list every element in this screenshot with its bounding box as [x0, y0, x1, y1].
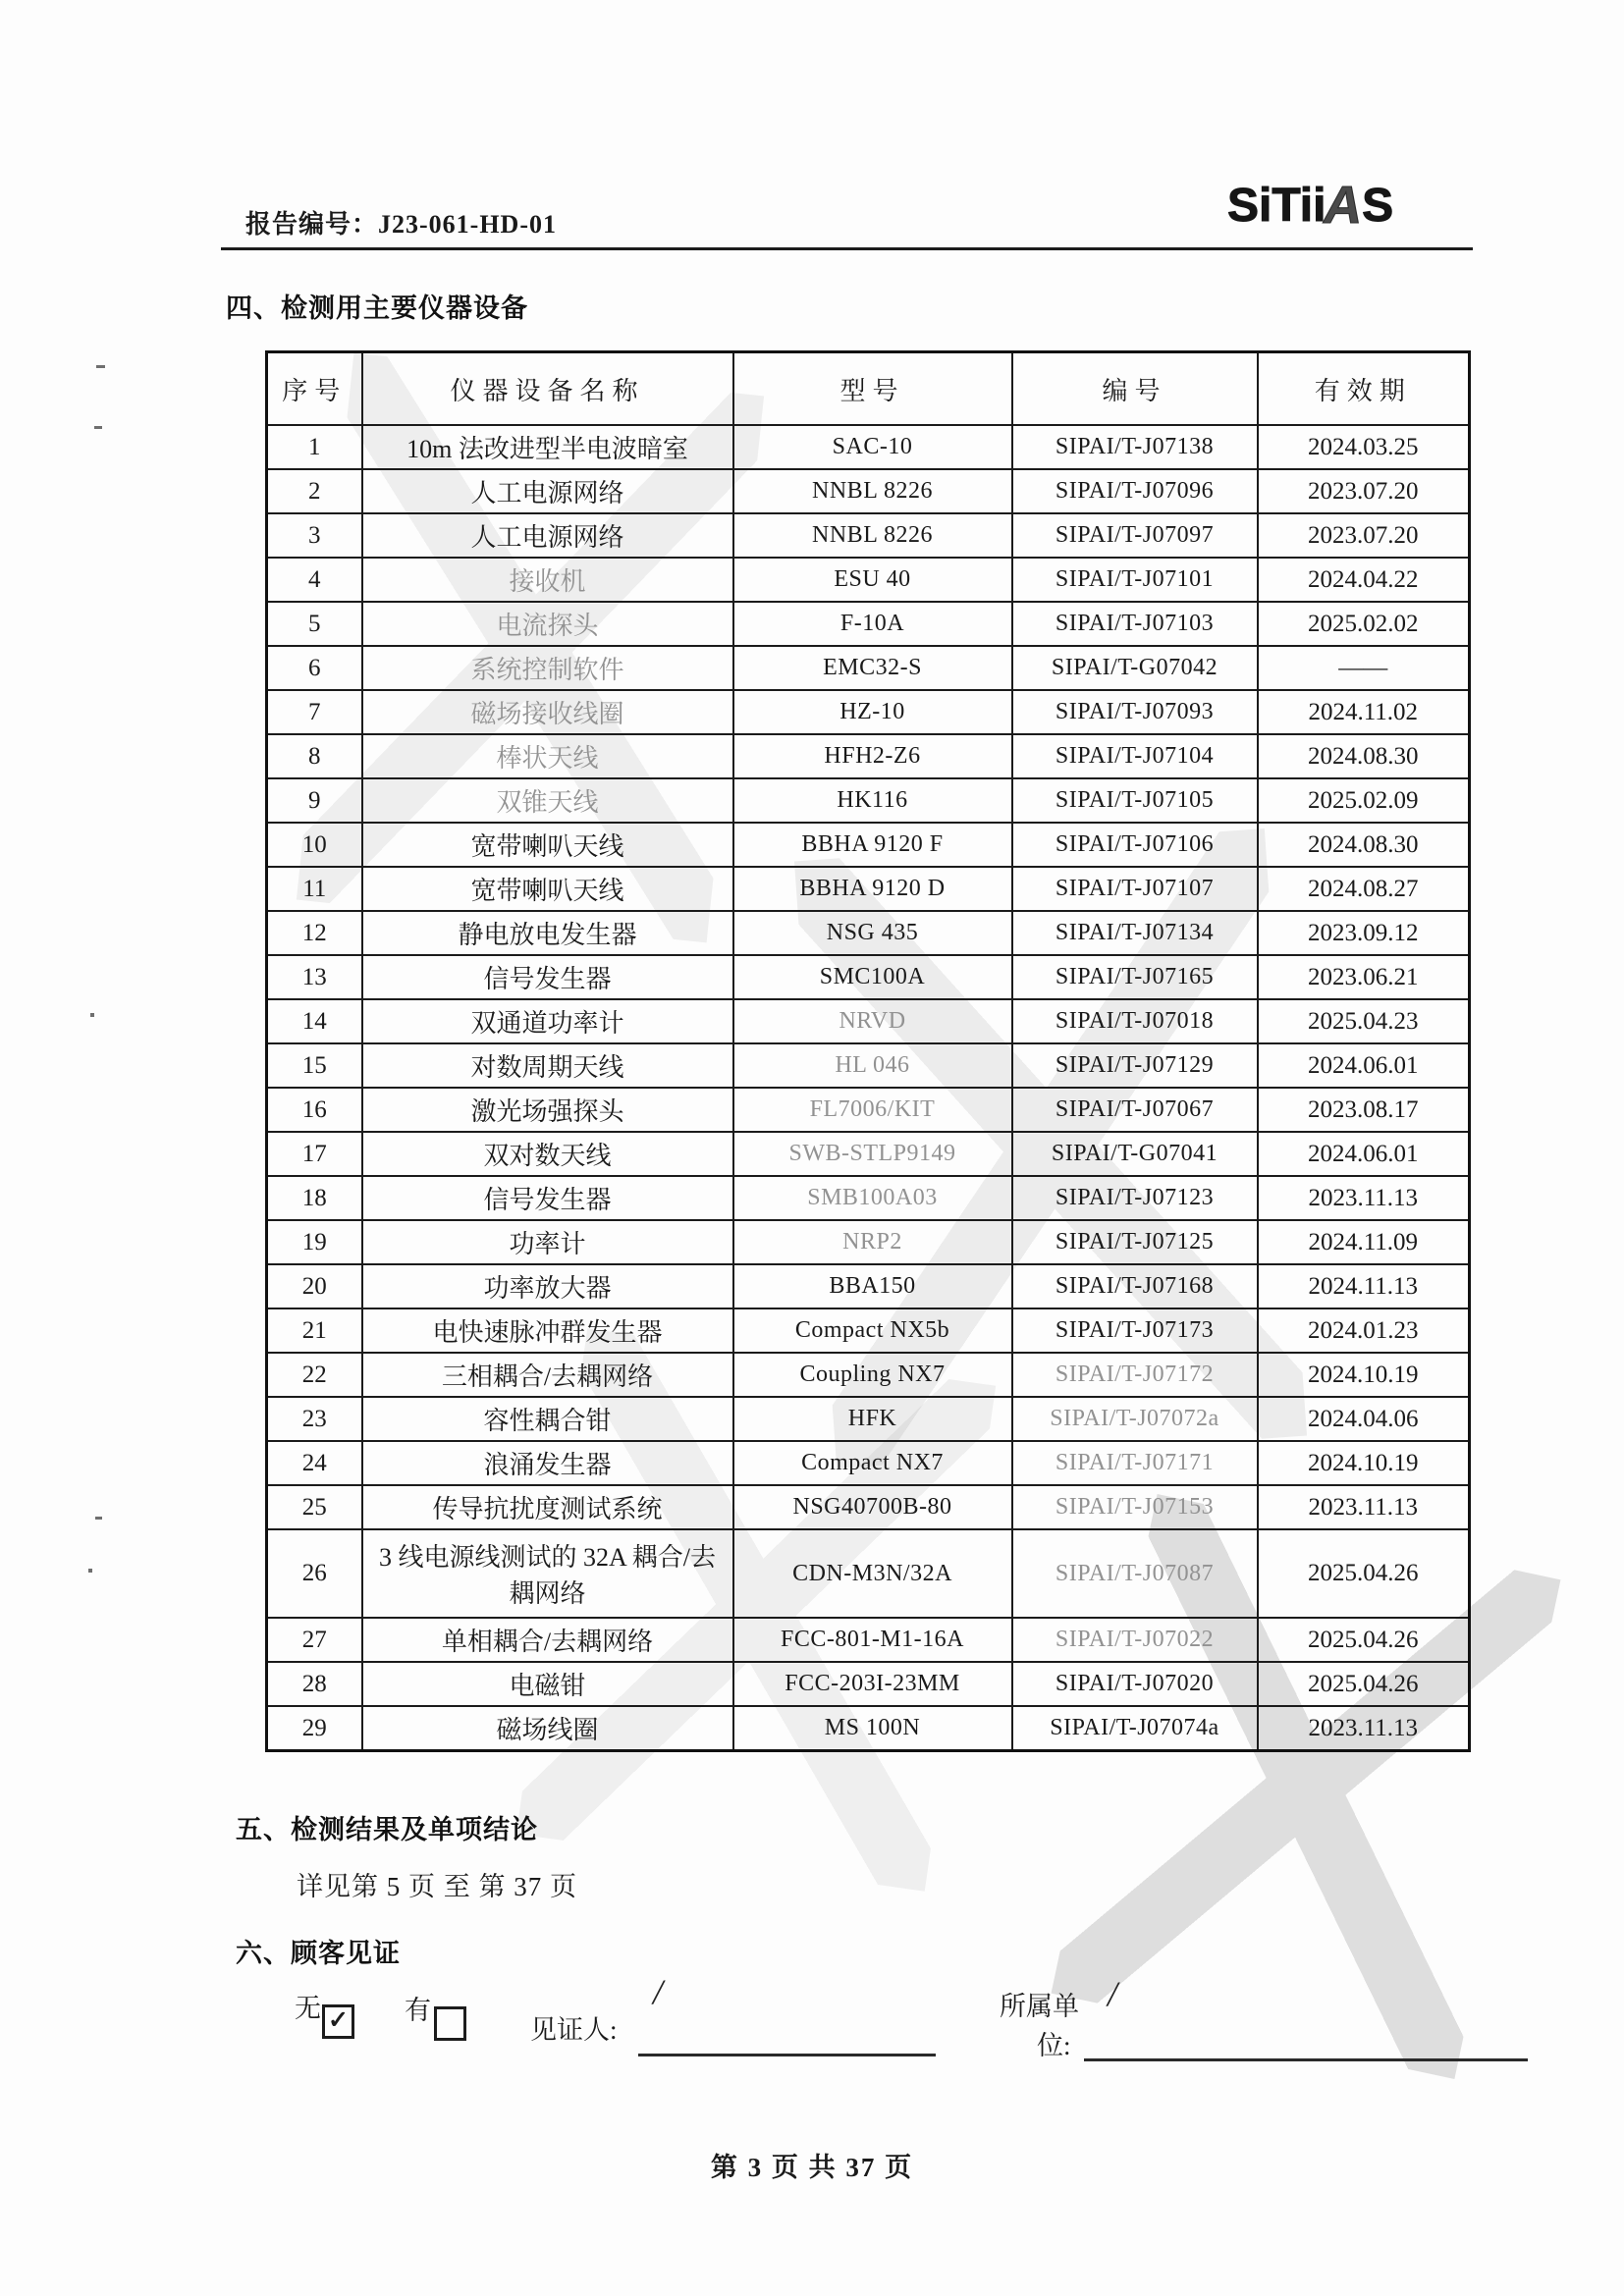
col-header-no: 序号 — [267, 352, 362, 426]
cell-name: 传导抗扰度测试系统 — [362, 1485, 733, 1529]
cell-name: 浪涌发生器 — [362, 1441, 733, 1485]
cell-no: 29 — [267, 1706, 362, 1751]
cell-name: 宽带喇叭天线 — [362, 867, 733, 911]
cell-model: EMC32-S — [733, 646, 1012, 690]
witness-none-label: 无 — [295, 1994, 321, 2023]
cell-validity: 2024.08.27 — [1258, 867, 1470, 911]
cell-no: 10 — [267, 823, 362, 867]
report-number — [245, 204, 557, 240]
col-header-serial: 编号 — [1012, 352, 1258, 426]
cell-name: 人工电源网络 — [362, 513, 733, 558]
scan-artifact — [94, 426, 102, 429]
cell-no: 27 — [267, 1618, 362, 1662]
cell-serial: SIPAI/T-J07020 — [1012, 1662, 1258, 1706]
table-row — [267, 1220, 1470, 1264]
cell-model: SWB-STLP9149 — [733, 1132, 1012, 1176]
cell-serial: SIPAI/T-G07042 — [1012, 646, 1258, 690]
cell-validity: 2024.06.01 — [1258, 1132, 1470, 1176]
section-five-title: 五、检测结果及单项结论 — [236, 1815, 538, 1844]
cell-model: Coupling NX7 — [733, 1353, 1012, 1397]
cell-validity: 2023.11.13 — [1258, 1485, 1470, 1529]
cell-model: BBHA 9120 D — [733, 867, 1012, 911]
cell-serial: SIPAI/T-J07101 — [1012, 558, 1258, 602]
cell-no: 19 — [267, 1220, 362, 1264]
cell-validity: 2023.08.17 — [1258, 1088, 1470, 1132]
cell-name: 三相耦合/去耦网络 — [362, 1353, 733, 1397]
cell-serial: SIPAI/T-J07097 — [1012, 513, 1258, 558]
cell-model: F-10A — [733, 602, 1012, 646]
cell-model: MS 100N — [733, 1706, 1012, 1751]
cell-serial: SIPAI/T-J07123 — [1012, 1176, 1258, 1220]
cell-serial: SIPAI/T-J07022 — [1012, 1618, 1258, 1662]
scan-artifact — [90, 1013, 94, 1017]
cell-serial: SIPAI/T-J07096 — [1012, 469, 1258, 513]
cell-validity: 2024.08.30 — [1258, 823, 1470, 867]
cell-model: SMC100A — [733, 955, 1012, 999]
cell-name: 激光场强探头 — [362, 1088, 733, 1132]
cell-model: Compact NX7 — [733, 1441, 1012, 1485]
cell-validity: 2025.04.26 — [1258, 1618, 1470, 1662]
table-row — [267, 1132, 1470, 1176]
equipment-table — [265, 350, 1471, 1752]
cell-validity: 2023.07.20 — [1258, 469, 1470, 513]
cell-no: 28 — [267, 1662, 362, 1706]
cell-validity: 2023.07.20 — [1258, 513, 1470, 558]
table-row — [267, 690, 1470, 734]
cell-model: HFK — [733, 1397, 1012, 1441]
cell-model: NRVD — [733, 999, 1012, 1043]
cell-model: NRP2 — [733, 1220, 1012, 1264]
cell-name: 双锥天线 — [362, 778, 733, 823]
cell-validity: 2024.10.19 — [1258, 1353, 1470, 1397]
cell-serial: SIPAI/T-J07105 — [1012, 778, 1258, 823]
cell-validity: 2023.11.13 — [1258, 1706, 1470, 1751]
report-number-label: 报告编号： — [245, 209, 379, 239]
cell-no: 20 — [267, 1264, 362, 1308]
cell-serial: SIPAI/T-J07134 — [1012, 911, 1258, 955]
table-row — [267, 1706, 1470, 1751]
cell-name: 电磁钳 — [362, 1662, 733, 1706]
cell-validity: 2025.02.09 — [1258, 778, 1470, 823]
cell-no: 26 — [267, 1529, 362, 1618]
cell-name: 容性耦合钳 — [362, 1397, 733, 1441]
scan-artifact — [96, 365, 105, 368]
brand-logo: SiTiiAS — [1227, 176, 1394, 236]
table-row — [267, 558, 1470, 602]
cell-no: 3 — [267, 513, 362, 558]
witness-person-underline — [638, 2054, 936, 2056]
cell-validity: 2024.04.06 — [1258, 1397, 1470, 1441]
witness-org-label-line2: 位: — [1037, 2031, 1071, 2060]
cell-serial: SIPAI/T-J07173 — [1012, 1308, 1258, 1353]
table-row — [267, 1308, 1470, 1353]
witness-has-label: 有 — [405, 1996, 431, 2025]
cell-validity: 2023.06.21 — [1258, 955, 1470, 999]
table-row — [267, 823, 1470, 867]
cell-model: NNBL 8226 — [733, 469, 1012, 513]
cell-no: 4 — [267, 558, 362, 602]
cell-serial: SIPAI/T-J07125 — [1012, 1220, 1258, 1264]
cell-no: 23 — [267, 1397, 362, 1441]
cell-serial: SIPAI/T-J07106 — [1012, 823, 1258, 867]
cell-model: HL 046 — [733, 1043, 1012, 1088]
cell-model: HFH2-Z6 — [733, 734, 1012, 778]
col-header-name: 仪器设备名称 — [362, 352, 733, 426]
cell-name: 电快速脉冲群发生器 — [362, 1308, 733, 1353]
witness-person-label: 见证人: — [530, 2015, 618, 2045]
table-row — [267, 1441, 1470, 1485]
cell-model: SAC-10 — [733, 425, 1012, 469]
cell-validity: 2024.03.25 — [1258, 425, 1470, 469]
cell-serial: SIPAI/T-J07074a — [1012, 1706, 1258, 1751]
cell-serial: SIPAI/T-J07153 — [1012, 1485, 1258, 1529]
cell-validity: 2024.06.01 — [1258, 1043, 1470, 1088]
equipment-table-header — [267, 352, 1470, 426]
cell-validity: 2025.02.02 — [1258, 602, 1470, 646]
table-row — [267, 1353, 1470, 1397]
cell-validity: 2025.04.26 — [1258, 1529, 1470, 1618]
table-row — [267, 911, 1470, 955]
witness-org-label-line1: 所属单 — [1000, 1992, 1079, 2021]
cell-serial: SIPAI/T-J07104 — [1012, 734, 1258, 778]
cell-name: 信号发生器 — [362, 1176, 733, 1220]
table-row — [267, 1397, 1470, 1441]
cell-serial: SIPAI/T-J07072a — [1012, 1397, 1258, 1441]
cell-no: 7 — [267, 690, 362, 734]
table-row — [267, 867, 1470, 911]
header-divider — [221, 247, 1473, 250]
cell-model: Compact NX5b — [733, 1308, 1012, 1353]
scan-artifact — [88, 1569, 92, 1573]
table-row — [267, 999, 1470, 1043]
cell-name: 双对数天线 — [362, 1132, 733, 1176]
cell-serial: SIPAI/T-J07168 — [1012, 1264, 1258, 1308]
cell-no: 9 — [267, 778, 362, 823]
cell-serial: SIPAI/T-J07138 — [1012, 425, 1258, 469]
cell-validity: 2023.09.12 — [1258, 911, 1470, 955]
cell-serial: SIPAI/T-G07041 — [1012, 1132, 1258, 1176]
cell-serial: SIPAI/T-J07093 — [1012, 690, 1258, 734]
cell-name: 电流探头 — [362, 602, 733, 646]
table-row — [267, 646, 1470, 690]
witness-has-checkbox[interactable] — [434, 2006, 466, 2041]
cell-model: HK116 — [733, 778, 1012, 823]
cell-serial: SIPAI/T-J07018 — [1012, 999, 1258, 1043]
col-header-validity: 有效期 — [1258, 352, 1470, 426]
cell-no: 1 — [267, 425, 362, 469]
witness-org-underline — [1084, 2058, 1528, 2061]
cell-name: 10m 法改进型半电波暗室 — [362, 425, 733, 469]
cell-no: 17 — [267, 1132, 362, 1176]
cell-serial: SIPAI/T-J07107 — [1012, 867, 1258, 911]
table-row — [267, 955, 1470, 999]
cell-name: 宽带喇叭天线 — [362, 823, 733, 867]
cell-name: 棒状天线 — [362, 734, 733, 778]
section-four-title: 四、检测用主要仪器设备 — [226, 294, 528, 323]
cell-no: 5 — [267, 602, 362, 646]
cell-no: 14 — [267, 999, 362, 1043]
table-row — [267, 1043, 1470, 1088]
cell-validity: 2025.04.26 — [1258, 1662, 1470, 1706]
cell-serial: SIPAI/T-J07129 — [1012, 1043, 1258, 1088]
logo-triangle-a: A — [1320, 176, 1369, 236]
cell-name: 对数周期天线 — [362, 1043, 733, 1088]
cell-serial: SIPAI/T-J07067 — [1012, 1088, 1258, 1132]
cell-no: 21 — [267, 1308, 362, 1353]
cell-validity: 2024.01.23 — [1258, 1308, 1470, 1353]
header-row — [267, 352, 1470, 426]
cell-model: ESU 40 — [733, 558, 1012, 602]
page-footer: 第 3 页 共 37 页 — [710, 2153, 914, 2182]
cell-model: HZ-10 — [733, 690, 1012, 734]
cell-validity: 2025.04.23 — [1258, 999, 1470, 1043]
table-row — [267, 1264, 1470, 1308]
cell-validity: 2024.11.09 — [1258, 1220, 1470, 1264]
scan-artifact — [95, 1517, 102, 1520]
cell-no: 15 — [267, 1043, 362, 1088]
cell-no: 6 — [267, 646, 362, 690]
cell-model: NSG40700B-80 — [733, 1485, 1012, 1529]
table-row — [267, 734, 1470, 778]
cell-serial: SIPAI/T-J07087 — [1012, 1529, 1258, 1618]
cell-no: 24 — [267, 1441, 362, 1485]
cell-serial: SIPAI/T-J07165 — [1012, 955, 1258, 999]
witness-org-value: / — [1108, 1974, 1118, 2013]
table-row — [267, 602, 1470, 646]
col-header-model: 型号 — [733, 352, 1012, 426]
equipment-table-body — [267, 425, 1470, 1751]
witness-none-checkbox[interactable] — [322, 2004, 354, 2039]
cell-name: 磁场接收线圈 — [362, 690, 733, 734]
cell-model: BBHA 9120 F — [733, 823, 1012, 867]
section-six-title: 六、顾客见证 — [236, 1939, 401, 1968]
cell-name: 接收机 — [362, 558, 733, 602]
cell-serial: SIPAI/T-J07171 — [1012, 1441, 1258, 1485]
cell-validity: 2024.04.22 — [1258, 558, 1470, 602]
table-row — [267, 513, 1470, 558]
cell-model: FCC-801-M1-16A — [733, 1618, 1012, 1662]
table-row — [267, 1662, 1470, 1706]
cell-name: 人工电源网络 — [362, 469, 733, 513]
cell-validity: 2023.11.13 — [1258, 1176, 1470, 1220]
cell-no: 12 — [267, 911, 362, 955]
cell-no: 11 — [267, 867, 362, 911]
cell-name: 单相耦合/去耦网络 — [362, 1618, 733, 1662]
cell-no: 22 — [267, 1353, 362, 1397]
cell-serial: SIPAI/T-J07172 — [1012, 1353, 1258, 1397]
cell-validity: 2024.08.30 — [1258, 734, 1470, 778]
cell-no: 25 — [267, 1485, 362, 1529]
cell-name: 磁场线圈 — [362, 1706, 733, 1751]
table-row — [267, 1618, 1470, 1662]
cell-no: 2 — [267, 469, 362, 513]
cell-name: 双通道功率计 — [362, 999, 733, 1043]
cell-validity: 2024.11.13 — [1258, 1264, 1470, 1308]
cell-model: NNBL 8226 — [733, 513, 1012, 558]
cell-name: 静电放电发生器 — [362, 911, 733, 955]
table-row — [267, 1485, 1470, 1529]
table-row — [267, 778, 1470, 823]
witness-person-value: / — [653, 1972, 664, 2011]
cell-no: 16 — [267, 1088, 362, 1132]
table-row — [267, 425, 1470, 469]
cell-model: CDN-M3N/32A — [733, 1529, 1012, 1618]
cell-name: 系统控制软件 — [362, 646, 733, 690]
table-row — [267, 1088, 1470, 1132]
cell-model: FCC-203I-23MM — [733, 1662, 1012, 1706]
cell-no: 8 — [267, 734, 362, 778]
cell-no: 18 — [267, 1176, 362, 1220]
cell-model: FL7006/KIT — [733, 1088, 1012, 1132]
table-row — [267, 1529, 1470, 1618]
cell-name: 3 线电源线测试的 32A 耦合/去耦网络 — [362, 1529, 733, 1618]
cell-model: NSG 435 — [733, 911, 1012, 955]
report-number-value: J23-061-HD-01 — [378, 210, 557, 239]
cell-name: 功率放大器 — [362, 1264, 733, 1308]
cell-serial: SIPAI/T-J07103 — [1012, 602, 1258, 646]
cell-validity: 2024.10.19 — [1258, 1441, 1470, 1485]
cell-name: 功率计 — [362, 1220, 733, 1264]
cell-name: 信号发生器 — [362, 955, 733, 999]
cell-validity: —— — [1258, 646, 1470, 690]
cell-model: BBA150 — [733, 1264, 1012, 1308]
cell-validity: 2024.11.02 — [1258, 690, 1470, 734]
section-five-note: 详见第 5 页 至 第 37 页 — [297, 1872, 577, 1901]
cell-model: SMB100A03 — [733, 1176, 1012, 1220]
table-row — [267, 469, 1470, 513]
check-icon: ✓ — [328, 2007, 349, 2034]
cell-no: 13 — [267, 955, 362, 999]
table-row — [267, 1176, 1470, 1220]
